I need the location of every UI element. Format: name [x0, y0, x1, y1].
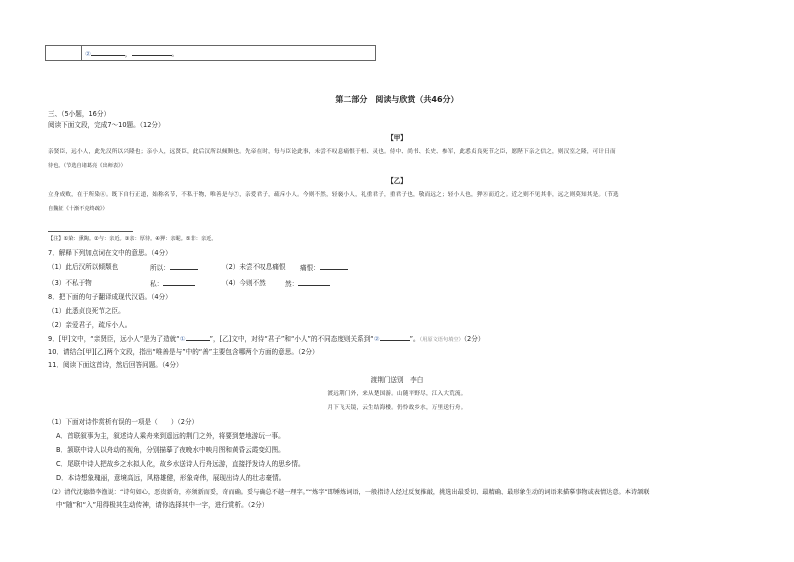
question-10: 10．请结合[甲][乙]两个文段，指出“唯善是与”中的“善”主要包含哪两个方面的意思。（2分）	[48, 348, 319, 356]
answer-blank[interactable]	[132, 49, 172, 56]
q9-text: 9．[甲]文中，“亲贤臣，远小人”是为了造就“	[48, 335, 180, 343]
q7-item-1-answer	[150, 263, 198, 273]
q7-word: 所以：	[150, 264, 170, 272]
footnote-divider	[48, 231, 133, 232]
q11-sub-2: （2）清代沈德潜李渔说：“诗句如心，恶贵新奇，亦须新而妥，奇而确。妥与确总不越一理字。”“炼字”即锤炼词语，一般指诗人经过反复推敲，挑选出最妥切、最精确、最形象生动的词语来描摹事物或表情达意。本诗颔联	[48, 489, 650, 496]
answer-table-row	[45, 45, 376, 61]
q7-item-4-answer	[285, 279, 330, 289]
circle-number-1: ①	[179, 335, 186, 343]
answer-blank[interactable]	[186, 334, 210, 341]
q9-score: （2分）	[463, 335, 485, 343]
q7-item-2	[222, 263, 286, 272]
q7-word: 私：	[150, 280, 164, 288]
answer-line	[85, 49, 178, 59]
answer-blank[interactable]	[320, 263, 348, 270]
q7-item-2-answer	[300, 263, 348, 273]
q7-item-text: （4）今则不然	[222, 279, 266, 287]
question-7: 7．解释下列加点词在文中的意思。（4分）	[48, 249, 172, 257]
separator: ，	[124, 50, 132, 58]
poem-line: 月下飞天镜，云生结海楼。仍怜故乡水，万里送行舟。	[327, 405, 467, 411]
q7-item-3	[48, 279, 92, 288]
passage-jia-label: 【甲】	[387, 134, 407, 142]
q7-item-text: （3）不私于物	[48, 279, 92, 287]
option-a: A．首联叙事为主，叙述诗人乘舟来到遥远的荆门之外，将要到楚地游玩一事。	[56, 432, 285, 440]
passage-jia-line: 亲贤臣，远小人，此先汉所以兴隆也；亲小人，远贤臣，此后汉所以倾颓也。先帝在时，每与臣论此事，未尝不叹息痛恨于桓、灵也。侍中、尚书、长史、参军，此悉贞良死节之臣，愿陛下亲之信之，则汉室之隆，可计日而	[48, 149, 616, 155]
passage-yi-line: 自魏征《十渐不克终疏》）	[48, 206, 108, 212]
q9-text: ”，[乙]文中，对待“君子”和“小人”的不同态度则关系到“	[209, 335, 374, 343]
table-cell-divider	[81, 46, 82, 60]
q7-word: 痛恨：	[300, 264, 320, 272]
passage-jia-line: 待也。（节选自诸葛亮《出师表》）	[48, 163, 126, 169]
poem-line: 渡远荆门外，来从楚国游。山随平野尽，江入大荒流。	[327, 391, 467, 397]
q9-text: ”。	[409, 335, 420, 343]
question-9	[48, 334, 484, 344]
option-d: D．本诗想象瑰丽，意境高远，风格雄健，形象奇伟，展现出诗人的壮志豪情。	[56, 474, 286, 482]
passage-yi-line: 立身成败，在于所染⑥。既下自行正道，始称名节，不私于物，唯善是与⑦，亲爱君子，疏斥小人。今则不然，轻亵小人，礼重君子，重君子也，敬而远之；轻小人也，狎⑧而近之。近之则不见其非，远之则莫知其是。（节选	[48, 192, 619, 198]
poem-title: 渡荆门送别 李白	[370, 376, 424, 384]
section-heading: 三、（5小题，16分）	[48, 110, 111, 118]
answer-blank[interactable]	[298, 279, 330, 286]
q8-item-1: （1）此悉贞良死节之臣。	[48, 307, 125, 315]
q7-item-3-answer	[150, 279, 195, 289]
answer-blank[interactable]	[170, 263, 198, 270]
circle-number-2: ②	[85, 50, 91, 58]
part-title: 第二部分 阅读与欣赏（共46分）	[335, 95, 459, 104]
answer-blank[interactable]	[163, 279, 195, 286]
answer-blank[interactable]	[91, 49, 125, 56]
q8-item-2: （2）亲爱君子，疏斥小人。	[48, 321, 132, 329]
circle-number-2: ②	[373, 335, 380, 343]
footnote: 【注】①染：熏陶。②与：亲近。③亲：厚待。④狎：亲昵。⑤非：亲近。	[48, 236, 217, 242]
option-c: C．尾联中诗人把故乡之水拟人化，故乡水送诗人行舟远游，直接抒发诗人的思乡情。	[56, 460, 305, 468]
answer-blank[interactable]	[380, 334, 410, 341]
question-11: 11．阅读下面这首诗，然后回答问题。（4分）	[48, 361, 183, 369]
period: 。	[171, 50, 179, 58]
q7-item-text: （2）未尝不叹息痛恨	[222, 263, 286, 271]
passage-yi-label: 【乙】	[387, 177, 407, 185]
reading-instruction: 阅读下面文段，完成7～10题。（12分）	[48, 121, 165, 129]
q7-word: 然：	[285, 280, 299, 288]
q9-note: （用原文语句填空）	[419, 337, 464, 343]
question-8: 8．把下面的句子翻译成现代汉语。（4分）	[48, 293, 172, 301]
q7-item-4	[222, 279, 266, 288]
q11-sub-1: （1）下面对诗作赏析有误的一项是（ ）（2分）	[48, 418, 199, 426]
q7-item-text: （1）此后汉所以倾颓也	[48, 263, 119, 271]
q7-item-1	[48, 263, 118, 272]
option-b: B．颔联中诗人以舟动的视角，分别描摹了夜晚水中映月图和黄昏云霞变幻图。	[56, 446, 285, 454]
q11-sub-2-cont: 中“随”和“入”用得极其生动传神，请你选择其中一字，进行赏析。（2分）	[56, 501, 269, 509]
